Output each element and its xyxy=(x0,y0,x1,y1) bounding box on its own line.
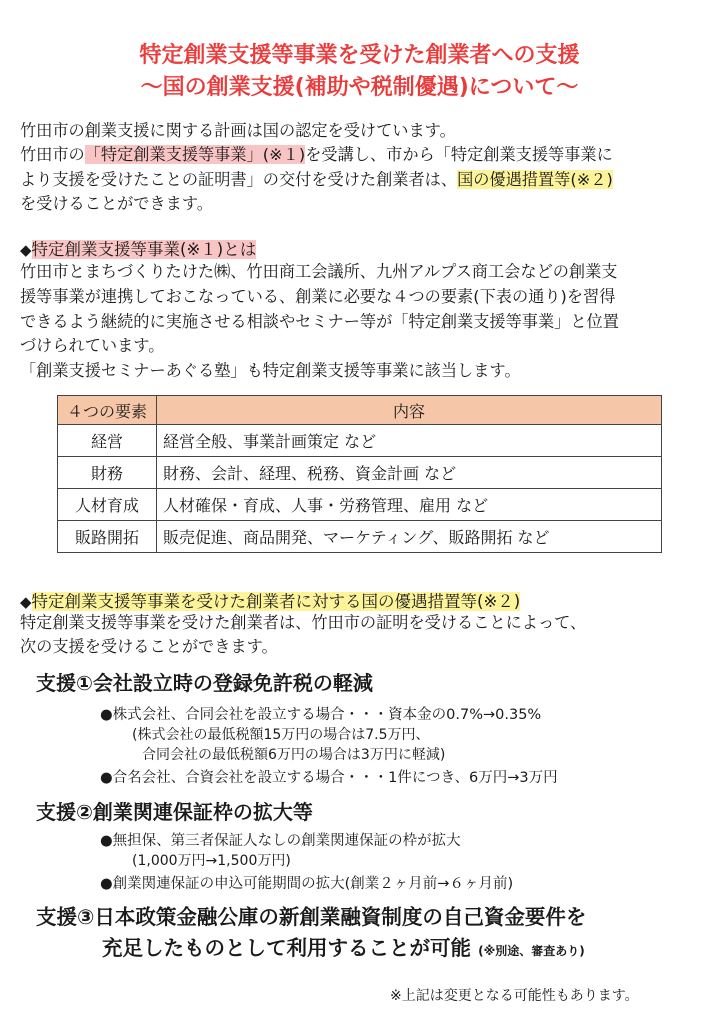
page-title: 特定創業支援等事業を受けた創業者への支援 xyxy=(139,43,580,68)
support3-title: 支援③日本政策金融公庫の新創業融資制度の自己資金要件を xyxy=(36,905,587,929)
section1-line-5: 「創業支援セミナーあぐる塾」も特定創業支援等事業に該当します。 xyxy=(20,361,521,380)
screening-note: (※別途、審査あり) xyxy=(478,944,585,958)
page-subtitle: 〜国の創業支援(補助や税制優遇)について〜 xyxy=(140,75,579,100)
table-cell-element: 販路開拓 xyxy=(58,521,157,553)
support1-sub-2: 合同会社の最低税額6万円の場合は3万円に軽減) xyxy=(142,747,446,763)
intro-line-2: 竹田市の「特定創業支援等事業」(※１)を受講し、市から「特定創業支援等事業に xyxy=(20,145,613,164)
table-row xyxy=(58,457,662,489)
table-cell-content: 財務、会計、経理、税務、資金計画 など xyxy=(157,457,662,489)
diamond-icon: ◆ xyxy=(20,593,32,611)
table-header-content: 内容 xyxy=(157,396,662,425)
support2-bullet-1: ●無担保、第三者保証人なしの創業関連保証の枠が拡大 xyxy=(100,833,461,849)
section1-line-3: できるよう継続的に実施させる相談やセミナー等が「特定創業支援等事業」と位置 xyxy=(20,312,619,331)
table-row xyxy=(58,425,662,457)
section1-line-4: づけられています。 xyxy=(20,336,165,355)
intro-line-1: 竹田市の創業支援に関する計画は国の認定を受けています。 xyxy=(20,121,456,140)
highlight-preferential-measures: 国の優遇措置等(※２) xyxy=(457,170,613,189)
table-cell-element: 人材育成 xyxy=(58,489,157,521)
table-cell-content: 販売促進、商品開発、マーケティング、販路開拓 など xyxy=(157,521,662,553)
table-header-element: ４つの要素 xyxy=(58,396,157,425)
section2-heading: ◆特定創業支援等事業を受けた創業者に対する国の優遇措置等(※２) xyxy=(20,592,521,611)
section2-line-2: 次の支援を受けることができます。 xyxy=(20,637,278,656)
table-header-row xyxy=(58,396,662,425)
four-elements-table xyxy=(57,395,662,553)
section2-line-1: 特定創業支援等事業を受けた創業者は、竹田市の証明を受けることによって、 xyxy=(20,613,587,632)
intro-line-3: より支援を受けたことの証明書」の交付を受けた創業者は、国の優遇措置等(※２) xyxy=(20,170,613,189)
support1-bullet-2: ●合名会社、合資会社を設立する場合・・・1件につき、6万円→3万円 xyxy=(100,770,558,786)
table-cell-content: 人材確保・育成、人事・労務管理、雇用 など xyxy=(157,489,662,521)
diamond-icon: ◆ xyxy=(20,241,32,259)
highlight-program-name: 「特定創業支援等事業」(※１) xyxy=(84,145,306,164)
table-cell-element: 経営 xyxy=(58,425,157,457)
table-cell-content: 経営全般、事業計画策定 など xyxy=(157,425,662,457)
support1-title: 支援①会社設立時の登録免許税の軽減 xyxy=(36,671,373,695)
support3-title-line-2: 充足したものとして利用することが可能 (※別途、審査あり) xyxy=(102,936,585,960)
footer-note: ※上記は変更となる可能性もあります。 xyxy=(390,988,639,1004)
table-row xyxy=(58,521,662,553)
support2-sub-1: (1,000万円→1,500万円) xyxy=(132,853,291,869)
section1-heading: ◆特定創業支援等事業(※１)とは xyxy=(20,240,257,259)
support1-bullet-1: ●株式会社、合同会社を設立する場合・・・資本金の0.7%→0.35% xyxy=(100,707,542,723)
support1-sub-1: (株式会社の最低税額15万円の場合は7.5万円、 xyxy=(132,727,430,743)
section1-line-1: 竹田市とまちづくりたけた㈱、竹田商工会議所、九州アルプス商工会などの創業支 xyxy=(20,262,618,281)
table-row xyxy=(58,489,662,521)
table-cell-element: 財務 xyxy=(58,457,157,489)
support2-title: 支援②創業関連保証枠の拡大等 xyxy=(36,800,313,824)
support2-bullet-2: ●創業関連保証の申込可能期間の拡大(創業２ヶ月前→６ヶ月前) xyxy=(100,876,514,892)
section1-line-2: 援等事業が連携しておこなっている、創業に必要な４つの要素(下表の通り)を習得 xyxy=(20,287,616,306)
intro-line-4: を受けることができます。 xyxy=(20,194,213,213)
